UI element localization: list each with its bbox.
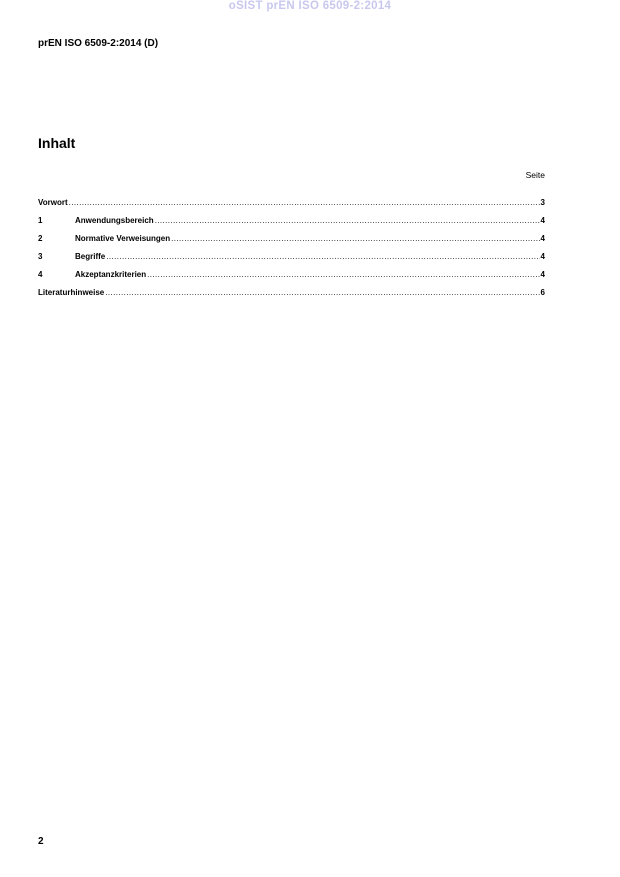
- toc-entry-title: Akzeptanzkriterien: [75, 270, 147, 279]
- toc-dot-leader: [106, 252, 539, 261]
- toc-entry-title: Vorwort: [38, 198, 68, 207]
- toc-entry-anwendungsbereich[interactable]: [38, 216, 545, 234]
- toc-entry-literaturhinweise[interactable]: [38, 288, 545, 306]
- toc-dot-leader: [69, 198, 540, 207]
- toc-entry-title: Begriffe: [75, 252, 106, 261]
- toc-entry-vorwort[interactable]: [38, 198, 545, 216]
- table-of-contents: [38, 198, 545, 306]
- toc-entry-page: 3: [540, 198, 545, 207]
- page-number: 2: [38, 836, 44, 847]
- toc-entry-title: Normative Verweisungen: [75, 234, 171, 243]
- toc-entry-page: 4: [540, 252, 545, 261]
- toc-heading: Inhalt: [38, 135, 76, 151]
- toc-entry-page: 4: [540, 234, 545, 243]
- page-column-label: Seite: [525, 170, 545, 180]
- watermark: oSIST prEN ISO 6509-2:2014: [228, 0, 392, 12]
- toc-entry-number: 2: [38, 234, 43, 243]
- document-id: prEN ISO 6509-2:2014 (D): [38, 38, 159, 49]
- toc-entry-number: 3: [38, 252, 43, 261]
- toc-dot-leader: [147, 270, 539, 279]
- toc-entry-page: 4: [540, 270, 545, 279]
- toc-entry-akzeptanzkriterien[interactable]: [38, 270, 545, 288]
- toc-entry-normative-verweisungen[interactable]: [38, 234, 545, 252]
- toc-entry-number: 4: [38, 270, 43, 279]
- toc-dot-leader: [171, 234, 539, 243]
- toc-entry-page: 6: [540, 288, 545, 297]
- toc-entry-title: Literaturhinweise: [38, 288, 105, 297]
- toc-dot-leader: [105, 288, 539, 297]
- toc-entry-begriffe[interactable]: [38, 252, 545, 270]
- toc-entry-title: Anwendungsbereich: [75, 216, 154, 225]
- toc-dot-leader: [155, 216, 540, 225]
- toc-entry-number: 1: [38, 216, 43, 225]
- toc-entry-page: 4: [540, 216, 545, 225]
